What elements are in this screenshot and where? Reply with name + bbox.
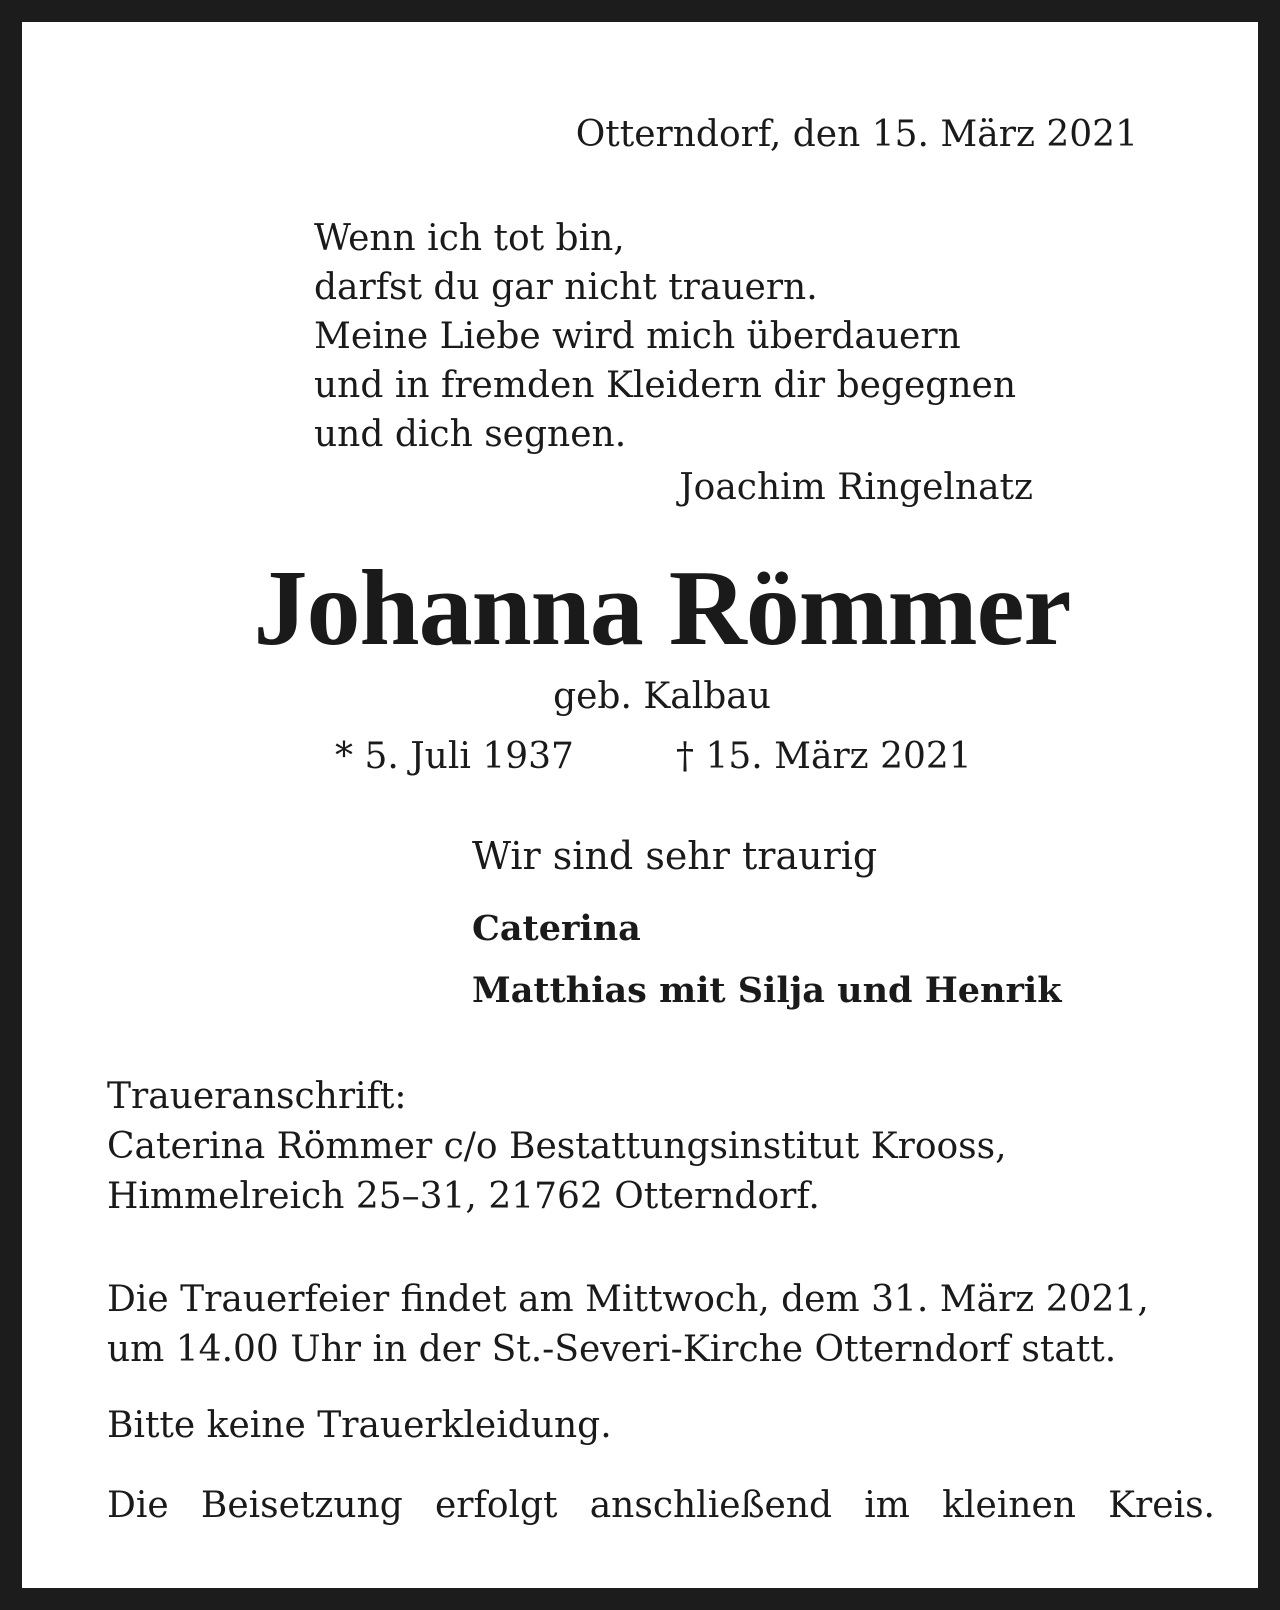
mourning-statement: Wir sind sehr traurig (472, 834, 878, 878)
poem-line: und dich segnen. (314, 414, 627, 455)
poem-line: und in fremden Kleidern dir begegnen (314, 365, 1016, 406)
poem-line: Meine Liebe wird mich überdauern (314, 316, 961, 357)
poem-line: darfst du gar nicht trauern. (314, 267, 818, 308)
mourning-address (107, 1072, 1007, 1222)
address-line: Himmelreich 25–31, 21762 Otterndorf. (107, 1176, 820, 1217)
mourner-name: Caterina (472, 908, 641, 949)
poem (314, 214, 1016, 459)
deceased-name: Johanna Römmer (253, 549, 1071, 668)
birth-date: * 5. Juli 1937 (335, 736, 574, 777)
ceremony-line: um 14.00 Uhr in der St.-Severi-Kirche Otterndorf statt. (107, 1329, 1117, 1370)
place-date: Otterndorf, den 15. März 2021 (575, 114, 1138, 155)
dress-request: Bitte keine Trauerkleidung. (107, 1405, 612, 1446)
burial-notice: Die Beisetzung erfolgt anschließend im kleinen Kreis. (107, 1485, 1215, 1526)
address-line: Caterina Römmer c/o Bestattungsinstitut Krooss, (107, 1126, 1007, 1167)
ceremony-line: Die Trauerfeier findet am Mittwoch, dem 31. März 2021, (107, 1279, 1149, 1320)
poem-line: Wenn ich tot bin, (314, 218, 625, 259)
address-heading: Traueranschrift: (107, 1076, 407, 1117)
ceremony-notice (107, 1275, 1215, 1375)
death-date: † 15. März 2021 (676, 736, 972, 777)
mourner-name: Matthias mit Silja und Henrik (472, 970, 1062, 1011)
poem-author: Joachim Ringelnatz (679, 467, 1033, 508)
maiden-name: geb. Kalbau (553, 676, 771, 717)
